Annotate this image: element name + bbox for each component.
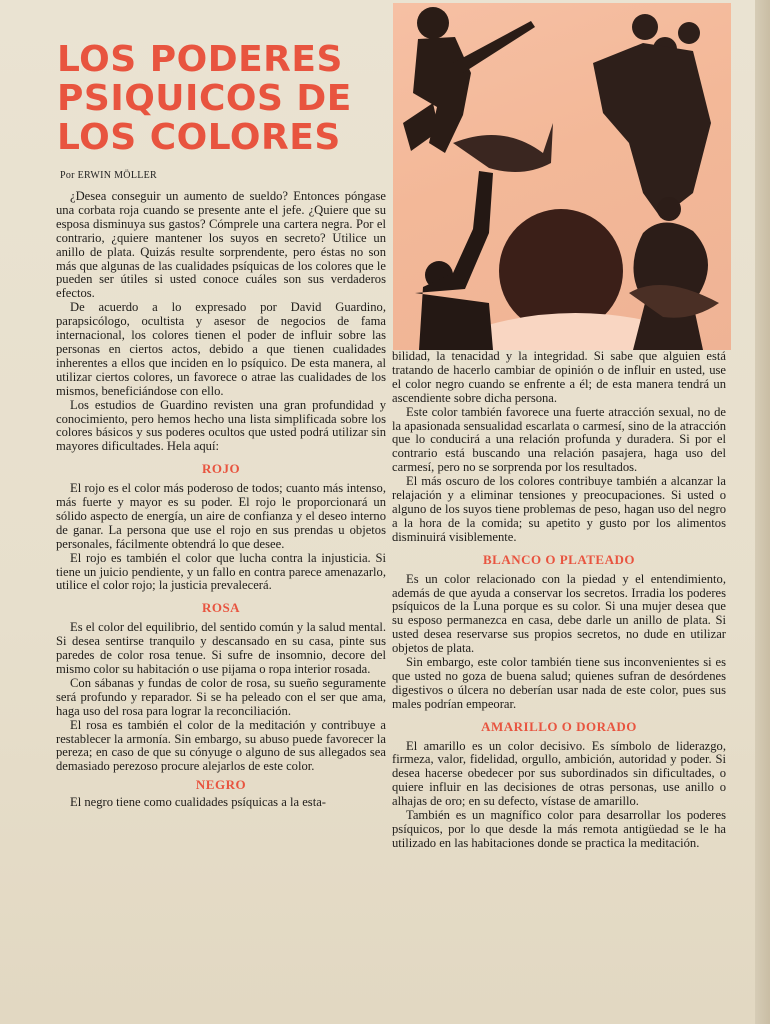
paragraph: El negro tiene como cualidades psíquicas a la esta-	[70, 795, 326, 810]
paragraph: Es el color del equilibrio, del sentido común y la salud mental. Si desea sentirse tranquilo y descansado en su casa, pinte sus paredes de color rosa tenue. Si sufre de insomnio, decore del mismo color su habitación o use pijama o ropa interior rosada.	[56, 620, 386, 676]
column-left	[56, 190, 386, 810]
paragraph: El amarillo es un color decisivo. Es símbolo de liderazgo, firmeza, valor, fidelidad, orgullo, ambición, autoridad y poder. Si desea hacerse obedecer por sus subordinados sin dificultades, o quiere influir en las decisiones de otras personas, use anillo o alhajas de oro; en su defecto, vístase de amarillo.	[392, 738, 726, 809]
section-heading-rojo: ROJO	[201, 461, 241, 477]
paragraph: Es un color relacionado con la piedad y el entendimiento, además de que ayuda a conservar los secretos. Irradia los poderes psíquicos de la Luna porque es su color. Si una mujer desea que su esposo permanezca en casa, debe darle un anillo de plata. Si usted desea reservarse sus propios secretos, no dude en utilizar objetos de plata.	[392, 571, 726, 656]
collage-illustration	[393, 3, 731, 350]
group-figures	[593, 14, 711, 218]
paragraph: El rojo es el color más poderoso de todos; cuanto más intenso, más fuerte y mayor es su poder. El rojo le proporcionará un sólido aspecto de energía, un aire de confianza y el deseo interno de ganar. La persona que use el rojo en sus prendas u objetos personales, fácilmente obtendrá lo que desee.	[56, 481, 386, 551]
section-heading-blanco: BLANCO O PLATEADO	[483, 551, 635, 567]
paragraph: También es un magnífico color para desarrollar los poderes psíquicos, por lo que desde la más remota antigüedad se le ha utilizado en las habitaciones donde se practica la meditación.	[392, 808, 726, 850]
paragraph: Sin embargo, este color también tiene sus inconvenientes si es que usted no goza de buena salud; quienes sufran de desórdenes digestivos o úlcera no deberían usar nada de este color, pues sus males podrían empeorar.	[392, 655, 726, 711]
byline: Por ERWIN MÖLLER	[60, 170, 158, 181]
column-right	[392, 350, 726, 851]
paragraph: De acuerdo a lo expresado por David Guardino, parapsicólogo, ocultista y asesor de negocios de fama internacional, los colores tienen el poder de influir sobre las personas en ciertos actos, debido a que tienen cualidades inherentes a ellos que inciden en lo psíquico. De esta manera, al utilizar ciertos colores, un favorece o atrae las cualidades de los mismos, beneficiándose con ello.	[56, 300, 386, 398]
page-edge	[755, 0, 770, 1024]
creature-figure	[415, 171, 493, 350]
section-heading-negro: NEGRO	[195, 777, 247, 793]
soldier-figure	[403, 7, 535, 153]
paragraph: bilidad, la tenacidad y la integridad. Si sabe que alguien está tratando de hacerlo cambiar de opinión o de influir en usted, use el color negro cuando se enfrente a él; de esta manera tendrá un ascendiente sobre dicha persona.	[392, 349, 726, 405]
collage-figures	[393, 3, 731, 350]
paragraph: El rojo es también el color que lucha contra la injusticia. Si tiene un juicio pendiente, y un fallo en contra parece amenazarlo, utilice el color rojo; la justicia prevalecerá.	[56, 550, 386, 593]
bird-figure	[453, 123, 553, 172]
paragraph: Los estudios de Guardino revisten una gran profundidad y conocimiento, pero hemos hecho una lista simplificada sobre los colores básicos y sus poderes ocultos que usted podrá utilizar sin mayores dificultades. Hela aquí:	[56, 397, 386, 454]
paragraph: Con sábanas y fundas de color de rosa, su sueño seguramente será profundo y reparador. Si se ha peleado con el ser que ama, haga uso del rosa para lograr la reconciliación.	[56, 675, 386, 718]
paragraph: El más oscuro de los colores contribuye también a alcanzar la relajación y a eliminar tensiones y preocupaciones. Si usted o alguno de los suyos tiene problemas de peso, hagan uso del negro a la hora de la comida; su apetito y gusto por los alimentos disminuirá visiblemente.	[392, 474, 726, 544]
article-title: LOS PODERES PSIQUICOS DE LOS COLORES	[57, 39, 352, 158]
woman-figure	[629, 197, 719, 350]
section-heading-amarillo: AMARILLO O DORADO	[481, 718, 637, 734]
paragraph: Este color también favorece una fuerte atracción sexual, no de la apasionada sensualidad escarlata o carmesí, sino de la atracción que lo conducirá a una relación profunda y duradera. Si por el contrario está buscando una relación pasajera, haga uso del carmesí, pero no se sorprenda por los resultados.	[392, 404, 726, 475]
section-heading-rosa: ROSA	[201, 600, 241, 616]
paragraph: El rosa es también el color de la meditación y contribuye a restablecer la armonía. Sin embargo, su abuso puede favorecer la pereza; en caso de que su cónyuge o alguno de sus allegados sea demasiado perezoso procure alejarlos de este color.	[56, 717, 386, 774]
paragraph: ¿Desea conseguir un aumento de sueldo? Entonces póngase una corbata roja cuando se presente ante el jefe. ¿Quiere que su esposa disminuya sus gastos? Cómprele una cartera negra. Por el contrario, ¿quiere mantener los suyos en secreto? Utilice un anillo de plata. Quizás resulte sorprendente, pero éstas no son más que algunas de las cualidades psíquicas de los colores que le pueden ser útiles si usted conoce cuáles son sus verdaderos efectos.	[56, 189, 386, 301]
